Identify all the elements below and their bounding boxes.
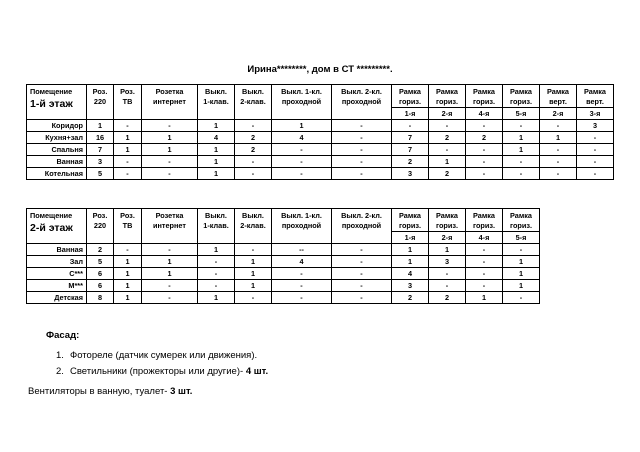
table-cell: 2 bbox=[392, 156, 429, 168]
table-cell: 1 bbox=[429, 244, 466, 256]
table-cell: 1 bbox=[198, 156, 235, 168]
table-row bbox=[27, 156, 614, 168]
table-cell: - bbox=[114, 156, 142, 168]
table-cell: - bbox=[332, 244, 392, 256]
table-cell: - bbox=[198, 256, 235, 268]
table-cell: - bbox=[577, 144, 614, 156]
table-cell: 2 bbox=[235, 132, 272, 144]
table-cell: - bbox=[466, 144, 503, 156]
header-p1: Выкл. 1-кл. проходной bbox=[272, 209, 332, 244]
header-v2: Выкл. 2-клав. bbox=[235, 85, 272, 120]
table-cell: 4 bbox=[198, 132, 235, 144]
room-name-cell: Ванная bbox=[27, 244, 87, 256]
header-f5: 5-я bbox=[503, 108, 540, 120]
table-cell: - bbox=[332, 120, 392, 132]
table-row bbox=[27, 120, 614, 132]
header-ramka-h5: Рамка гориз. bbox=[503, 85, 540, 108]
table-cell: 1 bbox=[392, 256, 429, 268]
table-cell: 3 bbox=[392, 168, 429, 180]
table-row bbox=[27, 244, 540, 256]
table-cell: - bbox=[142, 156, 198, 168]
table-cell: - bbox=[577, 156, 614, 168]
facade-list bbox=[56, 348, 268, 380]
table-cell: 16 bbox=[87, 132, 114, 144]
header-f5: 5-я bbox=[503, 232, 540, 244]
table-cell: - bbox=[540, 144, 577, 156]
table-cell: 4 bbox=[272, 132, 332, 144]
table-row bbox=[27, 292, 540, 304]
table-cell: 5 bbox=[87, 256, 114, 268]
header-v2: Выкл. 2-клав. bbox=[235, 209, 272, 244]
table-cell: 4 bbox=[392, 268, 429, 280]
header-ramka-v2: Рамка верт. bbox=[540, 85, 577, 108]
table-cell: 1 bbox=[198, 168, 235, 180]
table-cell: - bbox=[332, 292, 392, 304]
header-roztv: Роз. ТВ bbox=[114, 209, 142, 244]
table-cell: - bbox=[235, 244, 272, 256]
table-cell: 2 bbox=[235, 144, 272, 156]
header-roz220: Роз. 220 bbox=[87, 209, 114, 244]
header-f4: 4-я bbox=[466, 232, 503, 244]
table-cell: - bbox=[466, 120, 503, 132]
header-fv2: 2-я bbox=[540, 108, 577, 120]
table-cell: - bbox=[332, 280, 392, 292]
header-rozinet: Розетка интернет bbox=[142, 209, 198, 244]
header-p2: Выкл. 2-кл. проходной bbox=[332, 85, 392, 120]
table-row bbox=[27, 144, 614, 156]
fans-note: Вентиляторы в ванную, туалет- 3 шт. bbox=[28, 386, 193, 397]
table-cell: 2 bbox=[429, 292, 466, 304]
table-cell: 1 bbox=[114, 268, 142, 280]
room-name-cell: Ванная bbox=[27, 156, 87, 168]
table-cell: - bbox=[332, 156, 392, 168]
header-ramka-h1: Рамка гориз. bbox=[392, 209, 429, 232]
floor1-table bbox=[26, 84, 614, 180]
header-f2: 2-я bbox=[429, 232, 466, 244]
table-cell: - bbox=[332, 144, 392, 156]
room-name-cell: Спальня bbox=[27, 144, 87, 156]
table-cell: 4 bbox=[272, 256, 332, 268]
table-cell: - bbox=[272, 280, 332, 292]
table-cell: - bbox=[142, 120, 198, 132]
table-cell: 3 bbox=[577, 120, 614, 132]
table-cell: - bbox=[114, 168, 142, 180]
table-cell: - bbox=[235, 292, 272, 304]
table-cell: - bbox=[503, 168, 540, 180]
table-cell: 2 bbox=[466, 132, 503, 144]
table-cell: - bbox=[332, 256, 392, 268]
table-row bbox=[27, 132, 614, 144]
header-v1: Выкл. 1-клав. bbox=[198, 85, 235, 120]
table-cell: - bbox=[332, 168, 392, 180]
list-item: 2. Светильники (прожекторы или другие)- 4 шт. bbox=[56, 366, 269, 377]
header-f1: 1-я bbox=[392, 232, 429, 244]
table-cell: 6 bbox=[87, 268, 114, 280]
table-row bbox=[27, 168, 614, 180]
floor2-table bbox=[26, 208, 540, 304]
table-cell: - bbox=[540, 120, 577, 132]
table-cell: 1 bbox=[235, 280, 272, 292]
table-cell: 1 bbox=[429, 156, 466, 168]
table-cell: 2 bbox=[392, 292, 429, 304]
table-cell: - bbox=[540, 168, 577, 180]
table-cell: 1 bbox=[142, 268, 198, 280]
table-cell: 1 bbox=[503, 144, 540, 156]
table-cell: - bbox=[466, 168, 503, 180]
table-cell: - bbox=[114, 244, 142, 256]
table-cell: 2 bbox=[429, 132, 466, 144]
table-cell: 1 bbox=[198, 120, 235, 132]
table-cell: 5 bbox=[87, 168, 114, 180]
table-cell: - bbox=[142, 244, 198, 256]
table-cell: 1 bbox=[114, 292, 142, 304]
table-cell: 1 bbox=[198, 144, 235, 156]
table-cell: 1 bbox=[87, 120, 114, 132]
table-cell: - bbox=[503, 292, 540, 304]
header-ramka-h1: Рамка гориз. bbox=[392, 85, 429, 108]
table-cell: 7 bbox=[392, 144, 429, 156]
table-cell: 1 bbox=[503, 280, 540, 292]
header-p2: Выкл. 2-кл. проходной bbox=[332, 209, 392, 244]
table-cell: 1 bbox=[503, 256, 540, 268]
table-cell: 1 bbox=[540, 132, 577, 144]
table-cell: - bbox=[332, 268, 392, 280]
floor2-body bbox=[27, 244, 540, 304]
table-cell: 1 bbox=[114, 256, 142, 268]
table-cell: 1 bbox=[198, 244, 235, 256]
table-cell: - bbox=[272, 156, 332, 168]
table-cell: - bbox=[198, 268, 235, 280]
table-cell: - bbox=[142, 280, 198, 292]
table-cell: - bbox=[429, 144, 466, 156]
table-cell: 1 bbox=[503, 268, 540, 280]
table-cell: 7 bbox=[392, 132, 429, 144]
header-ramka-h2: Рамка гориз. bbox=[429, 209, 466, 232]
header-ramka-h4: Рамка гориз. bbox=[466, 85, 503, 108]
header-f1: 1-я bbox=[392, 108, 429, 120]
table-cell: - bbox=[466, 244, 503, 256]
header-pomeshchenie: Помещение 2-й этаж bbox=[27, 209, 87, 244]
header-p1: Выкл. 1-кл. проходной bbox=[272, 85, 332, 120]
table-cell: - bbox=[429, 120, 466, 132]
table-cell: - bbox=[235, 120, 272, 132]
table-cell: 1 bbox=[114, 144, 142, 156]
table-cell: - bbox=[332, 132, 392, 144]
table-cell: 1 bbox=[142, 132, 198, 144]
table-cell: - bbox=[503, 244, 540, 256]
table-cell: - bbox=[272, 268, 332, 280]
header-roztv: Роз. ТВ bbox=[114, 85, 142, 120]
header-ramka-h4: Рамка гориз. bbox=[466, 209, 503, 232]
table-cell: - bbox=[466, 268, 503, 280]
room-name-cell: С*** bbox=[27, 268, 87, 280]
table-cell: - bbox=[114, 120, 142, 132]
table-cell: - bbox=[392, 120, 429, 132]
header-f2: 2-я bbox=[429, 108, 466, 120]
header-ramka-v3: Рамка верт. bbox=[577, 85, 614, 108]
table-cell: - bbox=[503, 156, 540, 168]
page-title: Ирина********, дом в СТ *********. bbox=[247, 64, 393, 75]
table-cell: - bbox=[272, 168, 332, 180]
room-name-cell: М*** bbox=[27, 280, 87, 292]
table-cell: 2 bbox=[429, 168, 466, 180]
table-cell: 1 bbox=[235, 268, 272, 280]
table-cell: 1 bbox=[466, 292, 503, 304]
table-row bbox=[27, 268, 540, 280]
room-name-cell: Коридор bbox=[27, 120, 87, 132]
table-cell: 1 bbox=[272, 120, 332, 132]
table-cell: - bbox=[466, 156, 503, 168]
table-cell: - bbox=[272, 144, 332, 156]
table-cell: -- bbox=[272, 244, 332, 256]
header-fv3: 3-я bbox=[577, 108, 614, 120]
table-cell: 1 bbox=[114, 280, 142, 292]
facade-title: Фасад: bbox=[46, 330, 80, 341]
room-name-cell: Кухня+зал bbox=[27, 132, 87, 144]
header-ramka-h2: Рамка гориз. bbox=[429, 85, 466, 108]
header-rozinet: Розетка интернет bbox=[142, 85, 198, 120]
table-cell: 6 bbox=[87, 280, 114, 292]
table-cell: 3 bbox=[429, 256, 466, 268]
table-cell: - bbox=[142, 168, 198, 180]
table-cell: - bbox=[429, 268, 466, 280]
floor1-body bbox=[27, 120, 614, 180]
table-cell: - bbox=[142, 292, 198, 304]
room-name-cell: Зал bbox=[27, 256, 87, 268]
table-cell: 3 bbox=[87, 156, 114, 168]
table-cell: - bbox=[577, 168, 614, 180]
table-cell: - bbox=[466, 256, 503, 268]
header-roz220: Роз. 220 bbox=[87, 85, 114, 120]
table-cell: 1 bbox=[503, 132, 540, 144]
list-item: 1. Фотореле (датчик сумерек или движения). bbox=[56, 350, 258, 361]
table-cell: - bbox=[540, 156, 577, 168]
table-cell: 1 bbox=[235, 256, 272, 268]
table-cell: 3 bbox=[392, 280, 429, 292]
header-ramka-h5: Рамка гориз. bbox=[503, 209, 540, 232]
table-cell: 7 bbox=[87, 144, 114, 156]
header-pomeshchenie: Помещение 1-й этаж bbox=[27, 85, 87, 120]
table-cell: 1 bbox=[142, 256, 198, 268]
table-cell: - bbox=[235, 156, 272, 168]
table-cell: - bbox=[198, 280, 235, 292]
room-name-cell: Котельная bbox=[27, 168, 87, 180]
table-row bbox=[27, 280, 540, 292]
table-cell: - bbox=[272, 292, 332, 304]
table-cell: - bbox=[466, 280, 503, 292]
table-cell: 1 bbox=[142, 144, 198, 156]
room-name-cell: Детская bbox=[27, 292, 87, 304]
table-cell: 1 bbox=[198, 292, 235, 304]
table-cell: 2 bbox=[87, 244, 114, 256]
table-cell: - bbox=[429, 280, 466, 292]
header-v1: Выкл. 1-клав. bbox=[198, 209, 235, 244]
table-cell: 1 bbox=[114, 132, 142, 144]
table-cell: - bbox=[235, 168, 272, 180]
table-row bbox=[27, 256, 540, 268]
table-cell: - bbox=[577, 132, 614, 144]
table-cell: 1 bbox=[392, 244, 429, 256]
table-cell: 8 bbox=[87, 292, 114, 304]
header-f4: 4-я bbox=[466, 108, 503, 120]
table-cell: - bbox=[503, 120, 540, 132]
